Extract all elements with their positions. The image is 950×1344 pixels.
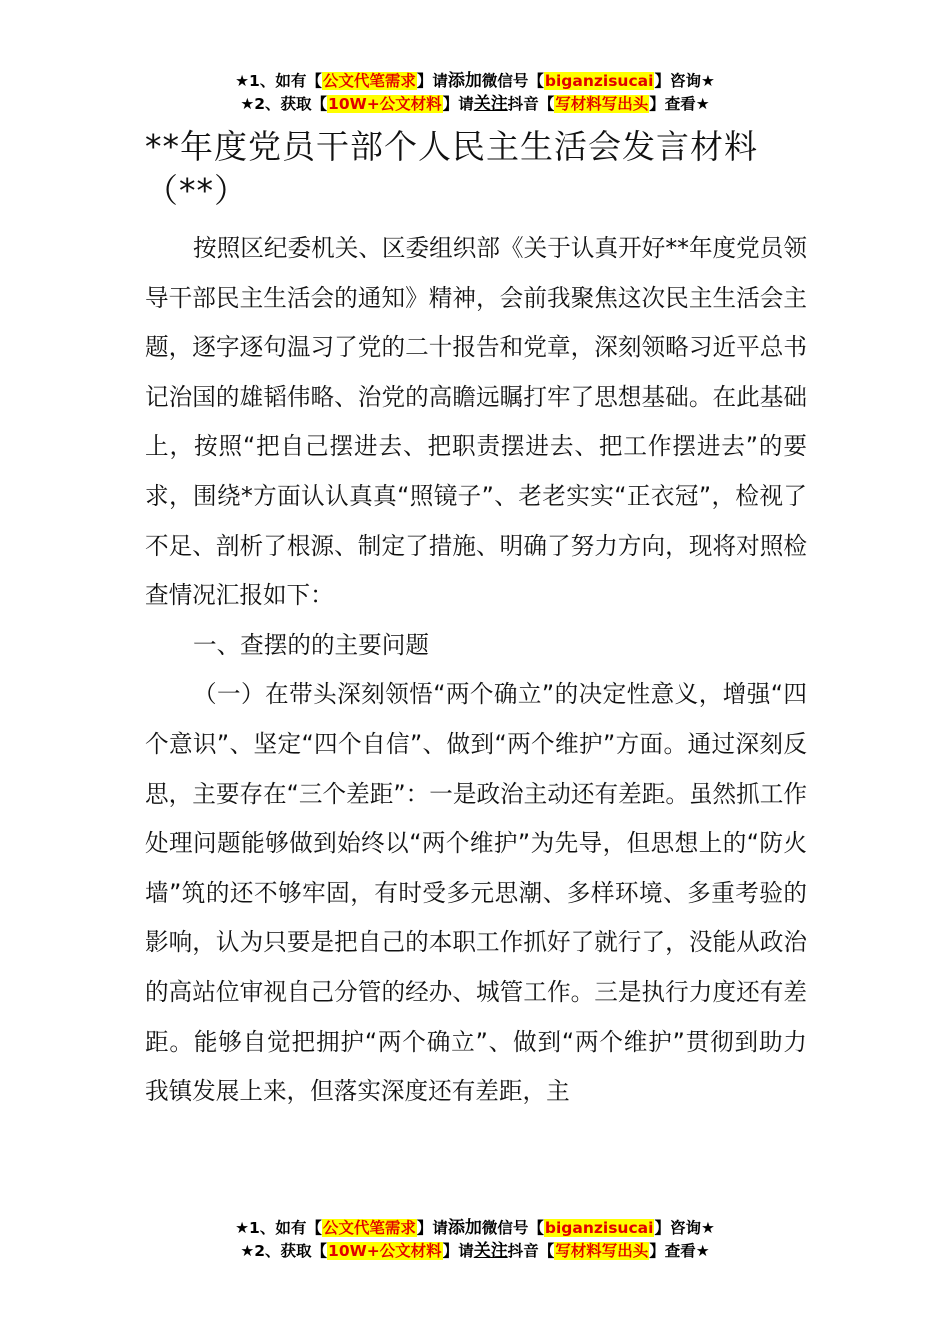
footer-banner xyxy=(0,1217,950,1263)
banner-text: 】请 xyxy=(442,95,474,113)
banner-emphasis: 关注 xyxy=(473,94,508,114)
banner-text: 微信号【 xyxy=(481,72,544,90)
title-line-2: （**） xyxy=(145,171,248,210)
banner-highlight: 10W+公文材料 xyxy=(328,95,442,113)
banner-line-2 xyxy=(0,1240,950,1263)
banner-text: 】查看★ xyxy=(649,95,710,113)
banner-text: 】咨询★ xyxy=(654,72,715,90)
banner-text: 】查看★ xyxy=(649,1242,710,1260)
banner-highlight: 写材料写出头 xyxy=(555,95,649,113)
banner-text: ★2、获取【 xyxy=(240,95,328,113)
banner-text: 】请 xyxy=(416,72,448,90)
banner-line-1 xyxy=(0,70,950,93)
paragraph-issue-1: （一）在带头深刻领悟“两个确立”的决定性意义，增强“四个意识”、坚定“四个自信”、做到“两个维护”方面。通过深刻反思，主要存在“三个差距”：一是政治主动还有差距。虽然抓工作处理问题能够做到始终以“两个维护”为先导，但思想上的“防火墙”筑的还不够牢固，有时受多元思潮、多样环境、多重考验的影响，认为只要是把自己的本职工作抓好了就行了，没能从政治的高站位审视自己分管的经办、城管工作。三是执行力度还有差距。能够自觉把拥护“两个确立”、做到“两个维护”贯彻到助力我镇发展上来，但落实深度还有差距，主 xyxy=(145,680,807,1106)
banner-emphasis: 添加 xyxy=(447,1218,482,1238)
banner-text: ★2、获取【 xyxy=(240,1242,328,1260)
banner-line-2 xyxy=(0,93,950,116)
banner-text: 抖音【 xyxy=(507,1242,555,1260)
banner-text: 】请 xyxy=(442,1242,474,1260)
banner-highlight: 10W+公文材料 xyxy=(328,1242,442,1260)
banner-text: ★1、如有【 xyxy=(235,1219,322,1237)
title-line-1: **年度党员干部个人民主生活会发言材料 xyxy=(145,127,758,166)
banner-emphasis: 关注 xyxy=(473,1241,508,1261)
paragraph-intro: 按照区纪委机关、区委组织部《关于认真开好**年度党员领导干部民主生活会的通知》精神，会前我聚焦这次民主生活会主题，逐字逐句温习了党的二十报告和党章，深刻领略习近平总书记治国的雄韬伟略、治党的高瞻远瞩打牢了思想基础。在此基础上，按照“把自己摆进去、把职责摆进去、把工作摆进去”的要求，围绕*方面认认真真“照镜子”、老老实实“正衣冠”，检视了不足、剖析了根源、制定了措施、明确了努力方向，现将对照检查情况汇报如下： xyxy=(145,234,807,610)
header-banner xyxy=(0,70,950,116)
banner-line-1 xyxy=(0,1217,950,1240)
banner-highlight: biganzisucai xyxy=(544,1219,654,1237)
banner-text: 微信号【 xyxy=(481,1219,544,1237)
banner-highlight: 公文代笔需求 xyxy=(322,72,416,90)
banner-text: 】请 xyxy=(416,1219,448,1237)
banner-emphasis: 添加 xyxy=(447,71,482,91)
banner-highlight: biganzisucai xyxy=(544,72,654,90)
banner-text: ★1、如有【 xyxy=(235,72,322,90)
section-heading: 一、查摆的的主要问题 xyxy=(193,630,429,659)
document-body xyxy=(145,224,807,1117)
banner-highlight: 公文代笔需求 xyxy=(322,1219,416,1237)
banner-text: 抖音【 xyxy=(507,95,555,113)
banner-highlight: 写材料写出头 xyxy=(555,1242,649,1260)
document-title xyxy=(145,125,825,213)
banner-text: 】咨询★ xyxy=(654,1219,715,1237)
